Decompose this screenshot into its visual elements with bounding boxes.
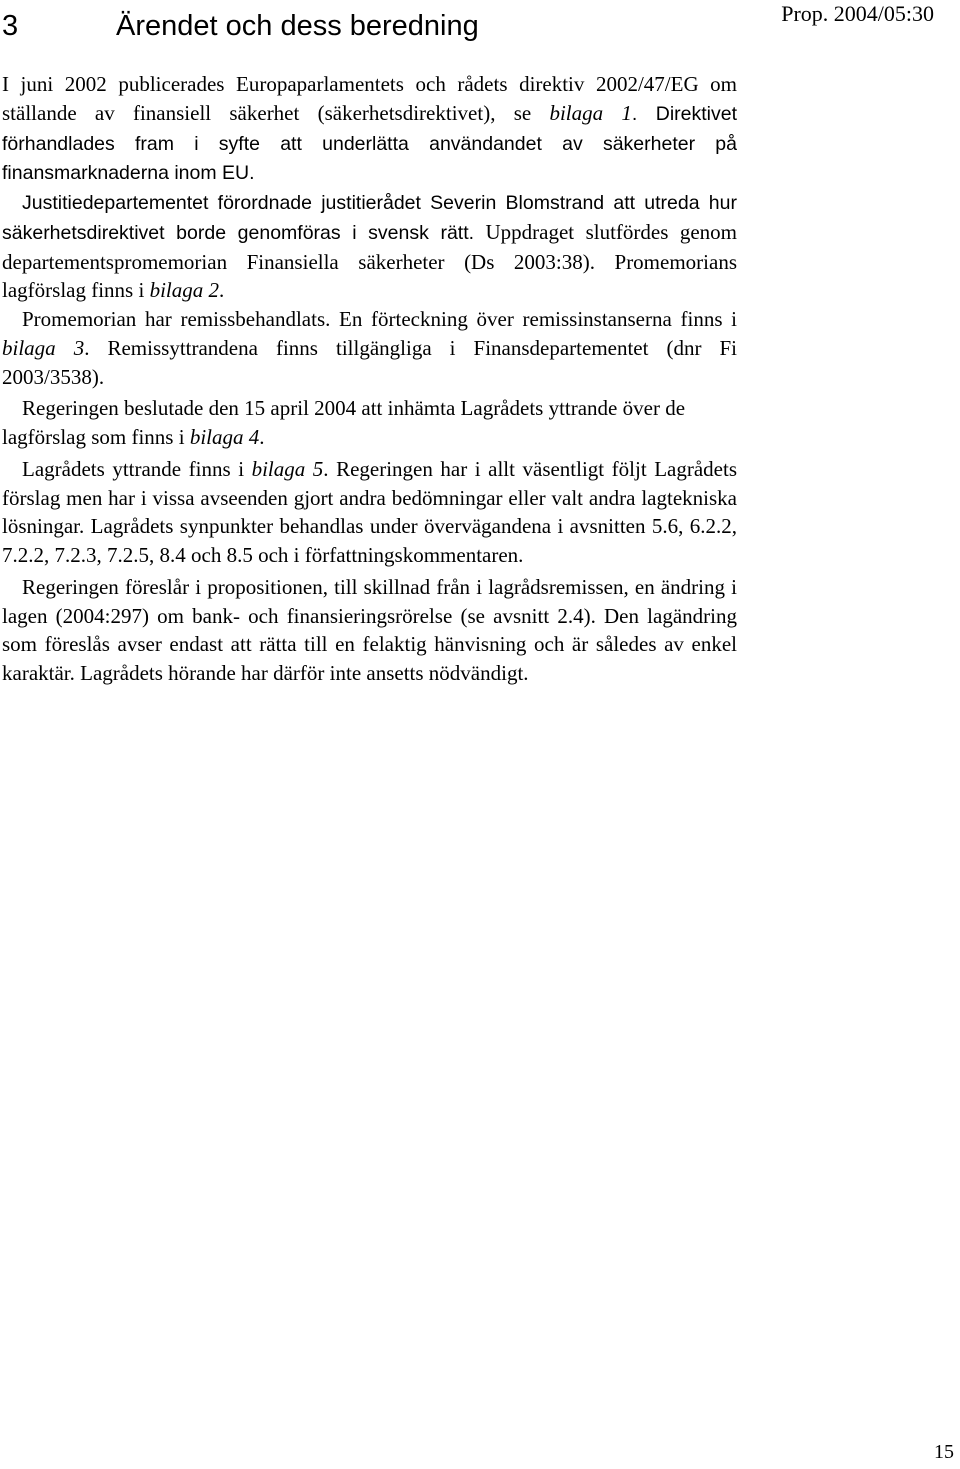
paragraph-4-end: . [259, 425, 265, 449]
chapter-number: 3 [2, 10, 19, 42]
paragraph-2-text: Justitiedepartementet förordnade justitierådet Severin Blomstrand att utreda hur säkerhetsdirektivet borde genomföras i svensk rätt. [2, 192, 737, 244]
appendix-ref-4: bilaga 4 [189, 425, 260, 449]
paragraph-1 [2, 70, 737, 188]
paragraph-4 [2, 394, 737, 452]
chapter-title: Ärendet och dess beredning [116, 10, 479, 42]
paragraph-6-text: Regeringen föreslår i propositionen, till skillnad från i lagrådsremissen, en ändring i lagen (2004:297) om bank- och finansieringsrörelse (se avsnitt 2.4). Den lagändring som föreslås avser endast att rätta till en felaktig hänvisning och är således av enkel karaktär. Lagrådets hörande har därför inte ansetts nödvändigt. [2, 574, 737, 685]
page-number: 15 [934, 1441, 954, 1463]
appendix-ref-5: bilaga 5 [251, 456, 324, 481]
paragraph-2-end: . [218, 278, 225, 303]
paragraph-4-text: Regeringen beslutade den 15 april 2004 att inhämta Lagrådets yttrande över de lagförslag som finns i [2, 396, 686, 449]
paragraph-3 [2, 305, 737, 391]
appendix-ref-1: bilaga 1 [549, 100, 632, 125]
paragraph-6 [2, 573, 737, 688]
chapter-heading [2, 6, 479, 46]
paragraph-3-text-2: . Remissyttrandena finns tillgängliga i Finansdepartementet (dnr Fi 2003/3538). [2, 335, 738, 389]
appendix-ref-3: bilaga 3 [2, 335, 85, 360]
proposition-reference: Prop. 2004/05:30 [781, 1, 934, 26]
paragraph-1-text: I juni 2002 publicerades Europaparlamentets och rådets direktiv 2002/47/EG om ställande av finansiell säkerhet (säkerhetsdirektivet), se [2, 72, 737, 125]
paragraph-2-text-2: Uppdraget slutfördes genom departementspromemorian Finansiella säkerheter (Ds 2003:38). Promemorians lagförslag finns i [2, 219, 737, 303]
body-text [2, 70, 737, 688]
paragraph-2 [2, 188, 737, 305]
paragraph-1-text-2: . Direktivet förhandlades fram i syfte att underlätta användandet av säkerheter på finansmarknaderna inom EU. [2, 102, 737, 185]
paragraph-5 [2, 455, 737, 570]
paragraph-3-text: Promemorian har remissbehandlats. En förteckning över remissinstanserna finns i [22, 307, 737, 331]
paragraph-5-text-2: . Regeringen har i allt väsentligt följt Lagrådets förslag men har i vissa avseenden gjort andra bedömningar eller valt andra lagtekniska lösningar. Lagrådets synpunkter behandlas under övervägandena i avsnitten 5.6, 6.2.2, 7.2.2, 7.2.3, 7.2.5, 8.4 och 8.5 och i författningskommentaren. [2, 456, 738, 567]
paragraph-5-text: Lagrådets yttrande finns i [22, 456, 252, 481]
appendix-ref-2: bilaga 2 [149, 278, 219, 303]
